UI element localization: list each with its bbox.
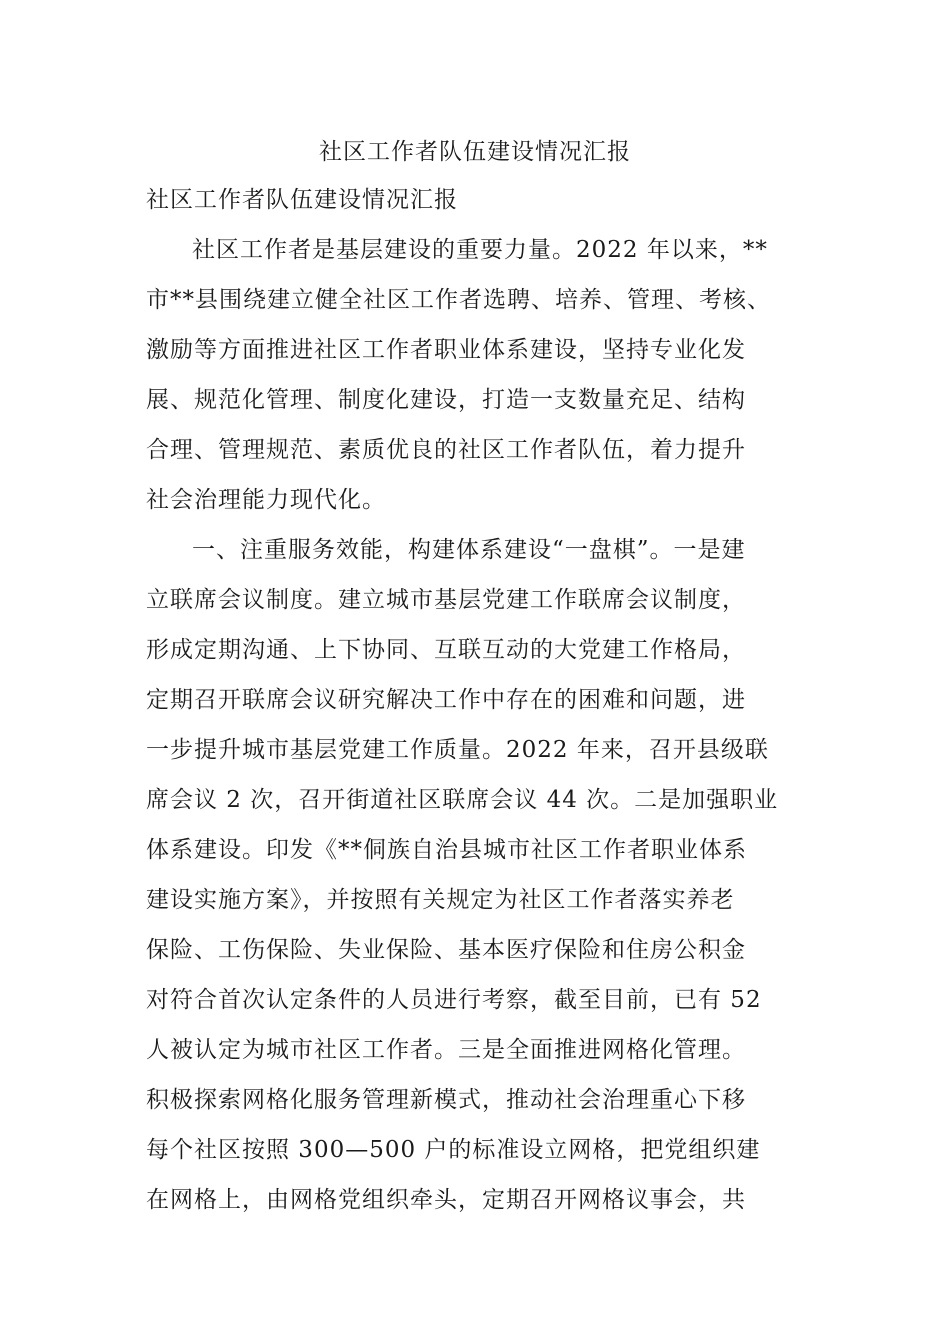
text-line: 市**县围绕建立健全社区工作者选聘、培养、管理、考核、 (146, 287, 771, 313)
text-line: 定期召开联席会议研究解决工作中存在的困难和问题，进 (146, 687, 746, 713)
document-title: 社区工作者队伍建设情况汇报 (319, 139, 631, 165)
text-line: 建设实施方案》，并按照有关规定为社区工作者落实养老 (146, 887, 735, 913)
text-line: 保险、工伤保险、失业保险、基本医疗保险和住房公积金 (146, 937, 746, 963)
text-line: 体系建设。印发《**侗族自治县城市社区工作者职业体系 (146, 837, 747, 863)
text-line: 形成定期沟通、上下协同、互联互动的大党建工作格局， (146, 637, 746, 663)
text-line: 一、注重服务效能，构建体系建设“一盘棋”。一是建 (192, 537, 746, 563)
text-line: 人被认定为城市社区工作者。三是全面推进网格化管理。 (146, 1037, 746, 1063)
document-subtitle: 社区工作者队伍建设情况汇报 (146, 187, 458, 213)
text-line: 积极探索网格化服务管理新模式，推动社会治理重心下移 (146, 1087, 746, 1113)
text-line: 席会议 2 次，召开街道社区联席会议 44 次。二是加强职业 (146, 787, 779, 813)
text-line: 立联席会议制度。建立城市基层党建工作联席会议制度， (146, 587, 746, 613)
text-line: 社区工作者是基层建设的重要力量。2022 年以来，** (192, 237, 768, 263)
text-line: 在网格上，由网格党组织牵头，定期召开网格议事会，共 (146, 1187, 746, 1213)
text-line: 每个社区按照 300—500 户的标准设立网格，把党组织建 (146, 1137, 761, 1163)
text-line: 一步提升城市基层党建工作质量。2022 年来，召开县级联 (146, 737, 769, 763)
text-line: 展、规范化管理、制度化建设，打造一支数量充足、结构 (146, 387, 746, 413)
text-line: 对符合首次认定条件的人员进行考察，截至目前，已有 52 (146, 987, 762, 1013)
text-line: 合理、管理规范、素质优良的社区工作者队伍，着力提升 (146, 437, 746, 463)
text-line: 社会治理能力现代化。 (146, 487, 386, 513)
text-line: 激励等方面推进社区工作者职业体系建设，坚持专业化发 (146, 337, 746, 363)
